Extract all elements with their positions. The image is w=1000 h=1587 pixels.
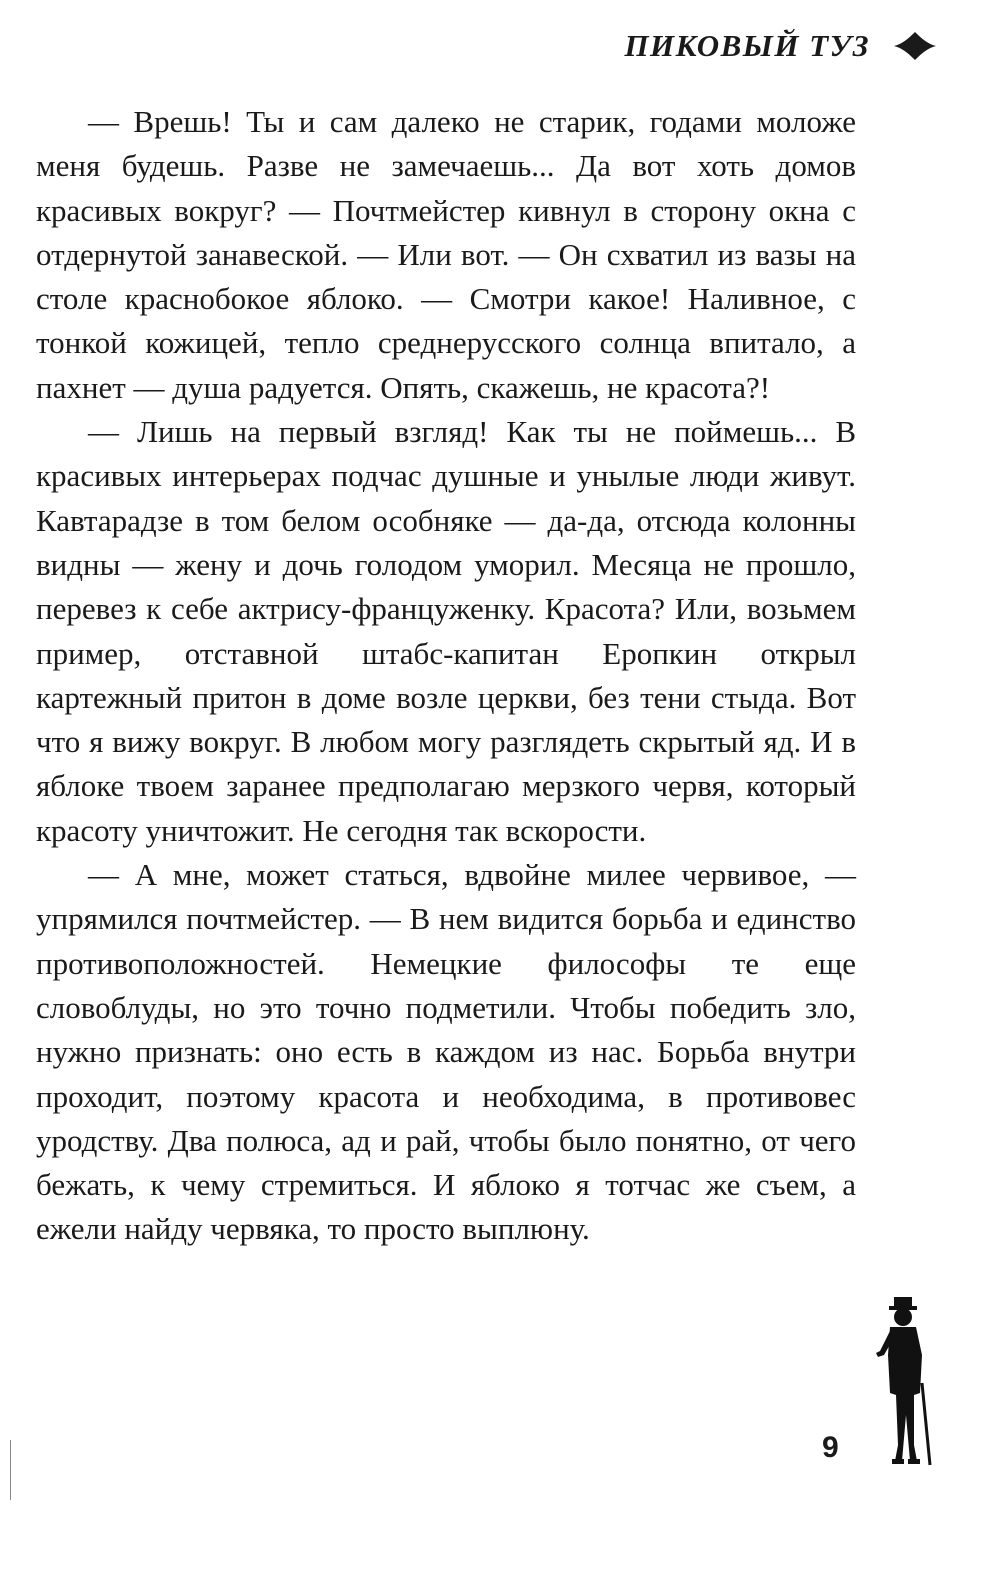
page-number: 9: [822, 1431, 839, 1464]
gentleman-silhouette-icon: [870, 1295, 940, 1470]
paragraph-2: — Лишь на первый взгляд! Как ты не поймешь... В красивых интерьерах подчас душные и унылые люди живут. Кавтарадзе в том белом особняке — да-да, отсюда колонны видны — жену и дочь голодом уморил. Месяца не прошло, перевез к себе актрису-француженку. Красота? Или, возьмем пример, отставной штабс-капитан Еропкин открыл картежный притон в доме возле церкви, без тени стыда. Вот что я вижу вокруг. В любом могу разглядеть скрытый яд. И в яблоке твоем заранее предполагаю мерзкого червя, который красоту уничтожит. Не сегодня так вскорости.: [36, 414, 856, 848]
running-header: [624, 28, 938, 64]
body-text: [36, 100, 856, 1252]
paragraph-1: — Врешь! Ты и сам далеко не старик, годами моложе меня будешь. Разве не замечаешь... Да вот хоть домов красивых вокруг? — Почтмейстер кивнул в сторону окна с отдернутой занавеской. — Или вот. — Он схватил из вазы на столе краснобокое яблоко. — Смотри какое! Наливное, с тонкой кожицей, тепло среднерусского солнца впитало, а пахнет — душа радуется. Опять, скажешь, не красота?!: [36, 104, 856, 405]
paragraph-3: — А мне, может статься, вдвойне милее червивое, — упрямился почтмейстер. — В нем видится борьба и единство противоположностей. Немецкие философы те еще словоблуды, но это точно подметили. Чтобы победить зло, нужно признать: оно есть в каждом из нас. Борьба внутри проходит, поэтому красота и необходима, в противовес уродству. Два полюса, ад и рай, чтобы было понятно, от чего бежать, к чему стремиться. И яблоко я тотчас же съем, а ежели найду червяка, то просто выплюну.: [36, 857, 856, 1247]
book-title: ПИКОВЫЙ ТУЗ: [624, 28, 870, 63]
spade-diamond-icon: [892, 31, 938, 61]
margin-line: [10, 1440, 11, 1500]
